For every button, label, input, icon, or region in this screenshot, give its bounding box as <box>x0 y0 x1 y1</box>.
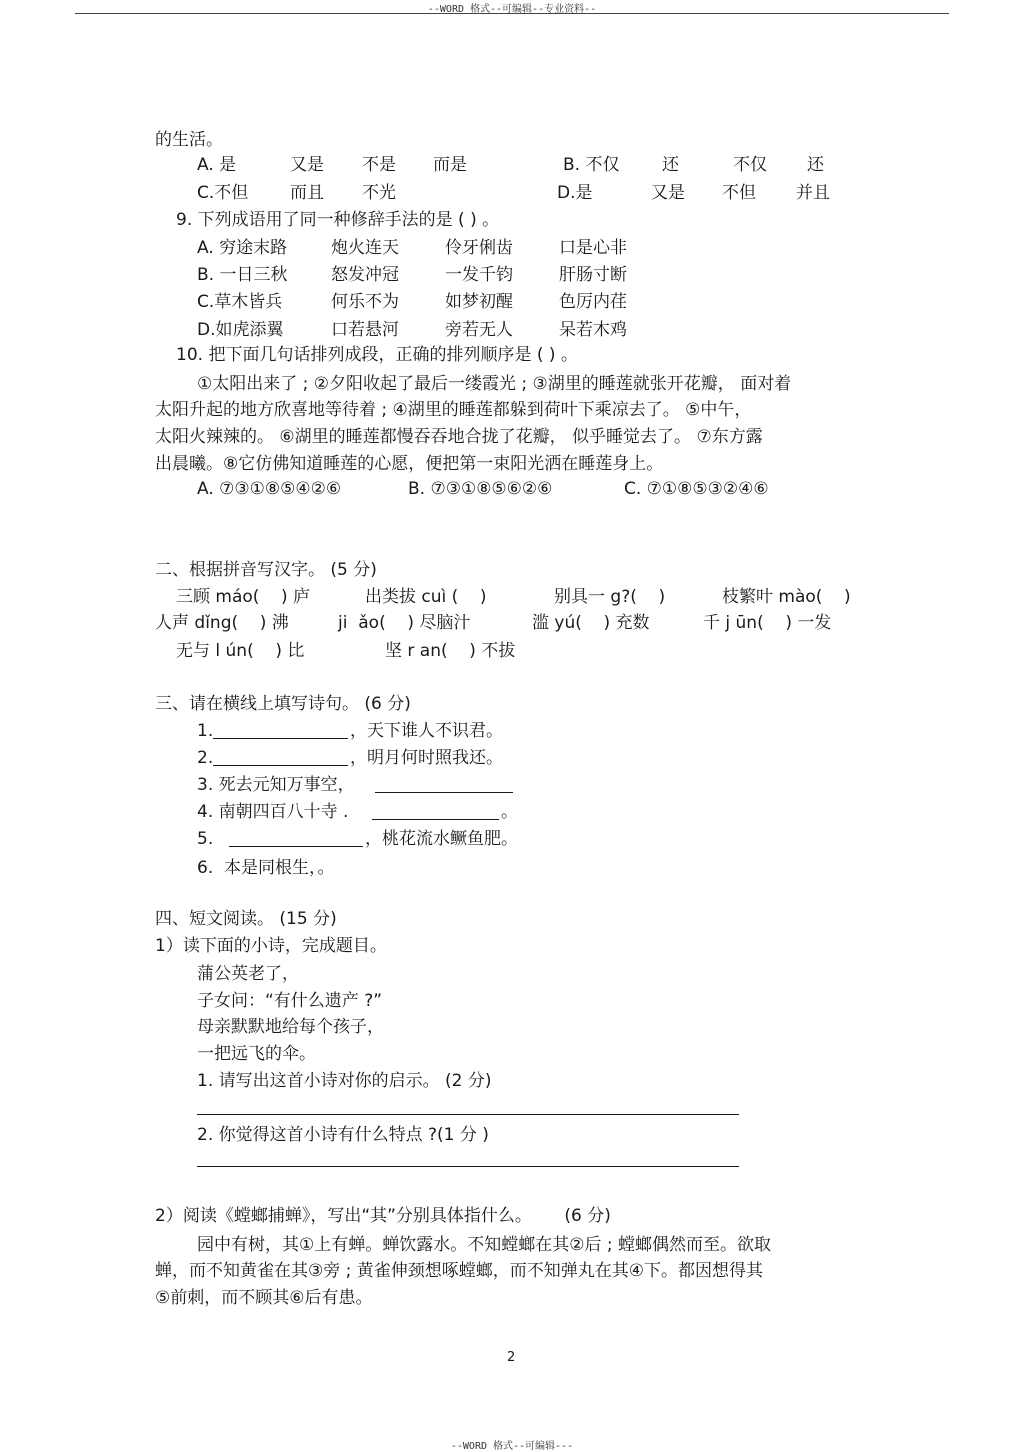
reading1-question-1: 1. 请写出这首小诗对你的启示。 (2 分) <box>197 1071 492 1091</box>
reading1-question-2: 2. 你觉得这首小诗有什么特点 ?(1 分 ) <box>197 1125 489 1145</box>
q10-stem: 10. 把下面几句话排列成段，正确的排列顺序是 ( ) 。 <box>176 345 578 365</box>
poem-item-1-text: ，天下谁人不识君。 <box>350 721 503 741</box>
pinyin-item: 无与 l ún( ) 比 <box>176 641 305 661</box>
poem-blank-3[interactable] <box>375 792 513 793</box>
pinyin-item: 枝繁叶 mào( ) <box>722 587 851 607</box>
q8-option-a-1: A. 是 <box>197 155 237 175</box>
q8-option-a-2: 又是 <box>290 155 324 175</box>
q10-passage-line-4: 出晨曦。⑧它仿佛知道睡莲的心愿，便把第一束阳光洒在睡莲身上。 <box>155 454 664 474</box>
q9-option-b-3: 一发千钧 <box>445 265 513 285</box>
page-footer: --WORD 格式--可编辑--- <box>450 1441 574 1452</box>
section4-title: 四、短文阅读。 (15 分) <box>155 909 337 929</box>
reading1-intro: 1）读下面的小诗，完成题目。 <box>155 936 387 956</box>
q9-option-c-3: 如梦初醒 <box>445 292 513 312</box>
q8-option-c-1: C.不但 <box>197 183 249 203</box>
pinyin-item: 坚 r an( ) 不拔 <box>385 641 516 661</box>
pinyin-item: 滥 yú( ) 充数 <box>532 613 650 633</box>
q8-option-d-1: D.是 <box>557 183 593 203</box>
q9-option-c-4: 色厉内荏 <box>559 292 627 312</box>
q8-option-a-4: 而是 <box>433 155 467 175</box>
poem-blank-2[interactable] <box>213 765 348 766</box>
q8-option-b-1: B. 不仅 <box>563 155 620 175</box>
poem-item-5-number: 5. <box>197 829 214 849</box>
poem-item-2-number: 2. <box>197 748 214 768</box>
poem-blank-1[interactable] <box>213 738 348 739</box>
poem-item-4-end: 。 <box>501 802 518 822</box>
poem-line: 母亲默默地给每个孩子， <box>197 1017 384 1037</box>
q10-passage-line-3: 太阳火辣辣的。 ⑥湖里的睡莲都慢吞吞地合拢了花瓣， 似乎睡觉去了。 ⑦东方露 <box>155 427 763 447</box>
poem-item-4-text: 4. 南朝四百八十寺 . <box>197 802 349 822</box>
q9-option-b-2: 怒发冲冠 <box>331 265 399 285</box>
q8-option-b-2: 还 <box>662 155 679 175</box>
q9-option-d-3: 旁若无人 <box>445 320 513 340</box>
page-header: --WORD 格式--可编辑--专业资料-- <box>427 4 597 15</box>
reading2-passage-line-2: 蝉，而不知黄雀在其③旁 ; 黄雀伸颈想啄螳螂，而不知弹丸在其④下。都因想得其 <box>155 1261 764 1281</box>
pinyin-item: ji ǎo( ) 尽脑汁 <box>338 613 471 633</box>
q10-option-c: C. ⑦①⑧⑤③②④⑥ <box>624 479 769 499</box>
q8-option-d-3: 不但 <box>722 183 756 203</box>
q9-option-d-1: D.如虎添翼 <box>197 320 284 340</box>
q9-option-a-2: 炮火连天 <box>331 238 399 258</box>
q10-option-b: B. ⑦③①⑧⑤⑥②⑥ <box>408 479 553 499</box>
q9-stem: 9. 下列成语用了同一种修辞手法的是 ( ) 。 <box>176 210 500 230</box>
q9-option-c-1: C.草木皆兵 <box>197 292 283 312</box>
q8-option-b-4: 还 <box>807 155 824 175</box>
q8-option-b-3: 不仅 <box>733 155 767 175</box>
poem-item-2-text: ，明月何时照我还。 <box>350 748 503 768</box>
poem-blank-4[interactable] <box>372 819 499 820</box>
poem-item-5-text: ，桃花流水鳜鱼肥。 <box>365 829 518 849</box>
q10-option-a: A. ⑦③①⑧⑤④②⑥ <box>197 479 342 499</box>
reading2-passage-line-1: 园中有树，其①上有蝉。蝉饮露水。不知螳螂在其②后 ; 螳螂偶然而至。欲取 <box>197 1235 772 1255</box>
reading2-intro: 2）阅读《螳螂捕蝉》，写出“其”分别具体指什么。 (6 分) <box>155 1206 611 1226</box>
q9-option-b-4: 肝肠寸断 <box>559 265 627 285</box>
q8-option-d-4: 并且 <box>796 183 830 203</box>
page-number: 2 <box>507 1350 516 1365</box>
q8-option-a-3: 不是 <box>362 155 396 175</box>
q9-option-d-2: 口若悬河 <box>331 320 399 340</box>
q8-option-c-2: 而且 <box>290 183 324 203</box>
poem-line: 子女问：“有什么遗产 ?” <box>197 991 383 1011</box>
q8-option-c-3: 不光 <box>362 183 396 203</box>
pinyin-item: 三顾 máo( ) 庐 <box>176 587 311 607</box>
answer-line-1[interactable] <box>197 1114 739 1115</box>
q8-continuation: 的生活。 <box>155 130 223 150</box>
pinyin-item: 千 j ūn( ) 一发 <box>703 613 832 633</box>
poem-blank-5[interactable] <box>229 846 363 847</box>
pinyin-item: 别具一 g?( ) <box>554 587 666 607</box>
section3-title: 三、请在横线上填写诗句。 (6 分) <box>155 694 411 714</box>
q9-option-b-1: B. 一日三秋 <box>197 265 288 285</box>
q9-option-a-3: 伶牙俐齿 <box>445 238 513 258</box>
poem-line: 一把远飞的伞。 <box>197 1044 316 1064</box>
poem-item-3-text: 3. 死去元知万事空， <box>197 775 355 795</box>
pinyin-item: 人声 dǐng( ) 沸 <box>155 613 289 633</box>
q10-passage-line-2: 太阳升起的地方欣喜地等待着 ; ④湖里的睡莲都躲到荷叶下乘凉去了。 ⑤中午， <box>155 400 752 420</box>
q8-option-d-2: 又是 <box>651 183 685 203</box>
pinyin-item: 出类拔 cuì ( ) <box>365 587 487 607</box>
header-rule <box>75 13 949 14</box>
q9-option-a-1: A. 穷途末路 <box>197 238 288 258</box>
reading2-passage-line-3: ⑤前刺，而不顾其⑥后有患。 <box>155 1288 373 1308</box>
poem-item-1-number: 1. <box>197 721 214 741</box>
q9-option-a-4: 口是心非 <box>559 238 627 258</box>
q9-option-c-2: 何乐不为 <box>331 292 399 312</box>
poem-line: 蒲公英老了， <box>197 964 299 984</box>
answer-line-2[interactable] <box>197 1166 739 1167</box>
poem-item-6-text: 6. 本是同根生，。 <box>197 858 335 878</box>
section2-title: 二、根据拼音写汉字。 (5 分) <box>155 560 377 580</box>
q9-option-d-4: 呆若木鸡 <box>559 320 627 340</box>
q10-passage-line-1: ①太阳出来了 ; ②夕阳收起了最后一缕霞光 ; ③湖里的睡莲就张开花瓣， 面对着 <box>197 374 792 394</box>
